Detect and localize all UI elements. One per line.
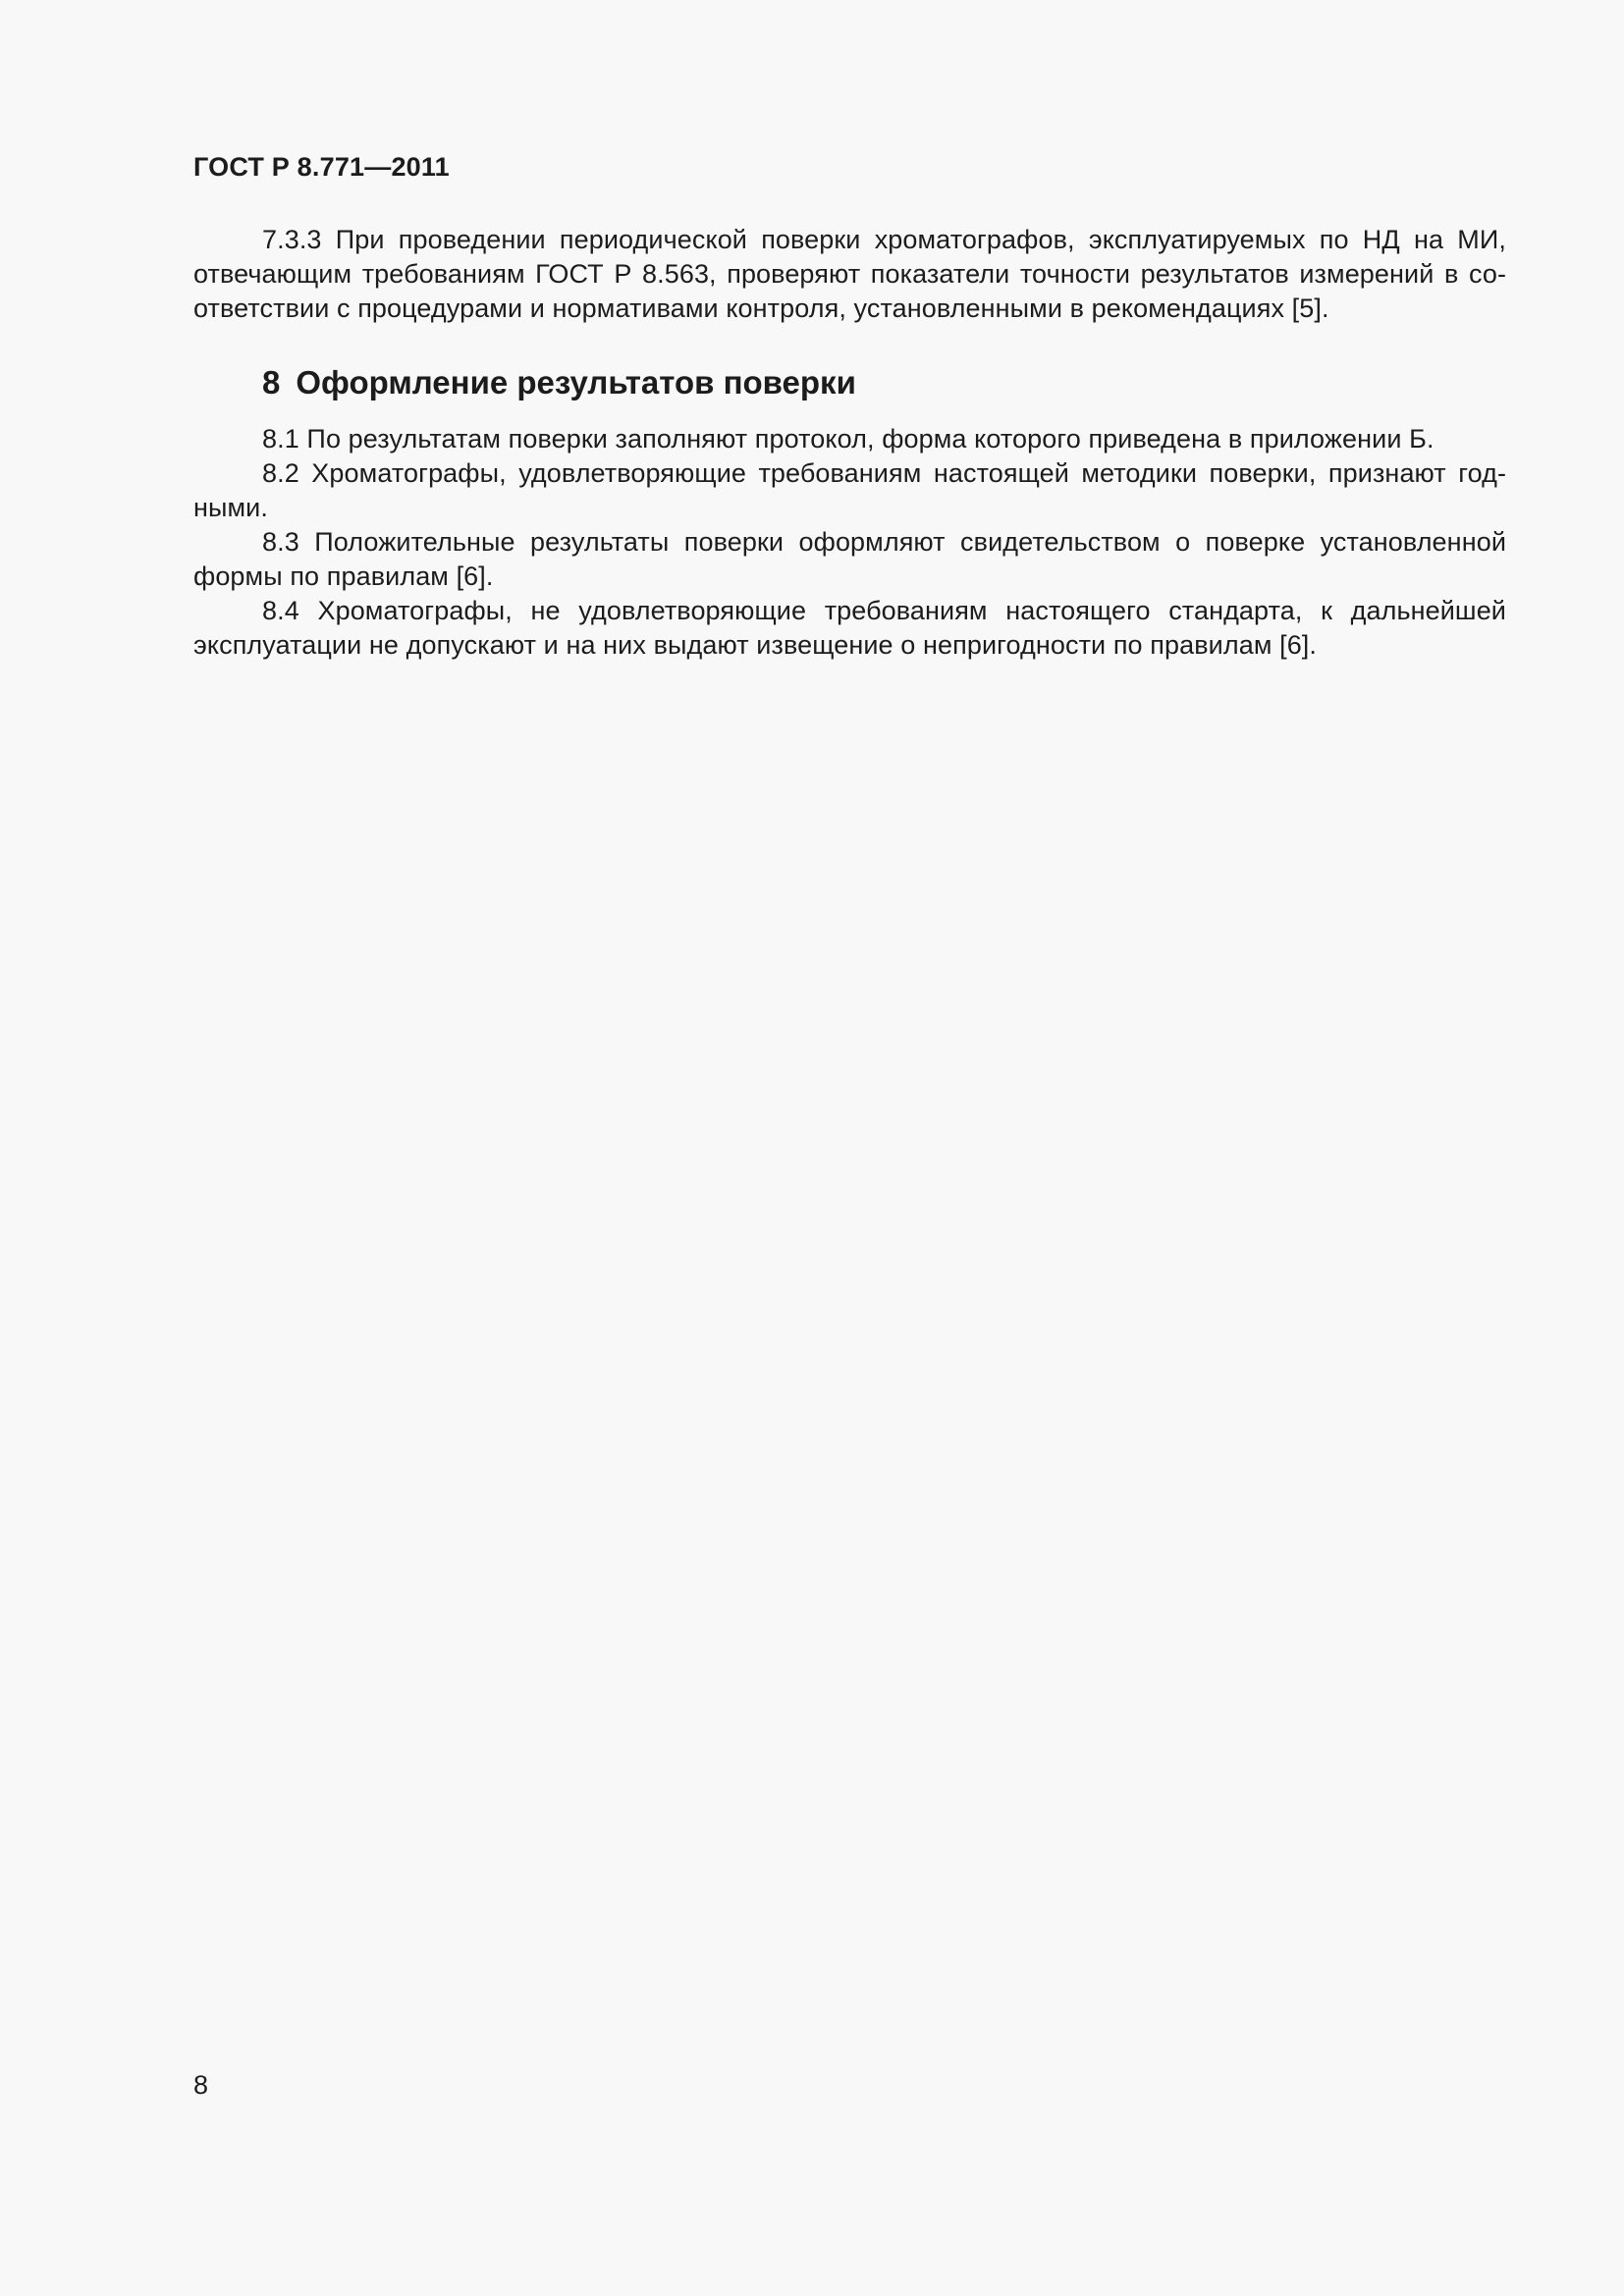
paragraph-8-4: 8.4 Хроматографы, не удовлетворяющие требованиям настоящего стандарта, к дальнейшей эксплуатации не допускают и на них выдают извещение о непригодности по правилам [6]. <box>193 596 1506 660</box>
page-number: 8 <box>193 2070 209 2100</box>
section-title-text: Оформление результатов поверки <box>296 364 856 400</box>
paragraph-7-3-3: 7.3.3 При проведении периодической поверки хроматографов, эксплуатируемых по НД на МИ, отвечающим требованиям ГОСТ Р 8.563, проверяют показатели точности результатов измерений в соответствии с процедурами и нормативами контроля, установленными в рекомендациях [5]. <box>193 225 1506 323</box>
document-code-header: ГОСТ Р 8.771—2011 <box>193 152 450 182</box>
section-heading <box>193 363 1506 402</box>
section-number: 8 <box>262 364 281 400</box>
paragraph-8-1: 8.1 По результатам поверки заполняют протокол, форма которого приведена в приложении Б. <box>262 424 1435 454</box>
document-body <box>193 223 1506 663</box>
paragraph-8-3: 8.3 Положительные результаты поверки оформляют свидетельством о поверке установленной формы по правилам [6]. <box>193 527 1506 591</box>
paragraph-8-2: 8.2 Хроматографы, удовлетворяющие требованиям настоящей методики поверки, признают годными. <box>193 458 1506 522</box>
